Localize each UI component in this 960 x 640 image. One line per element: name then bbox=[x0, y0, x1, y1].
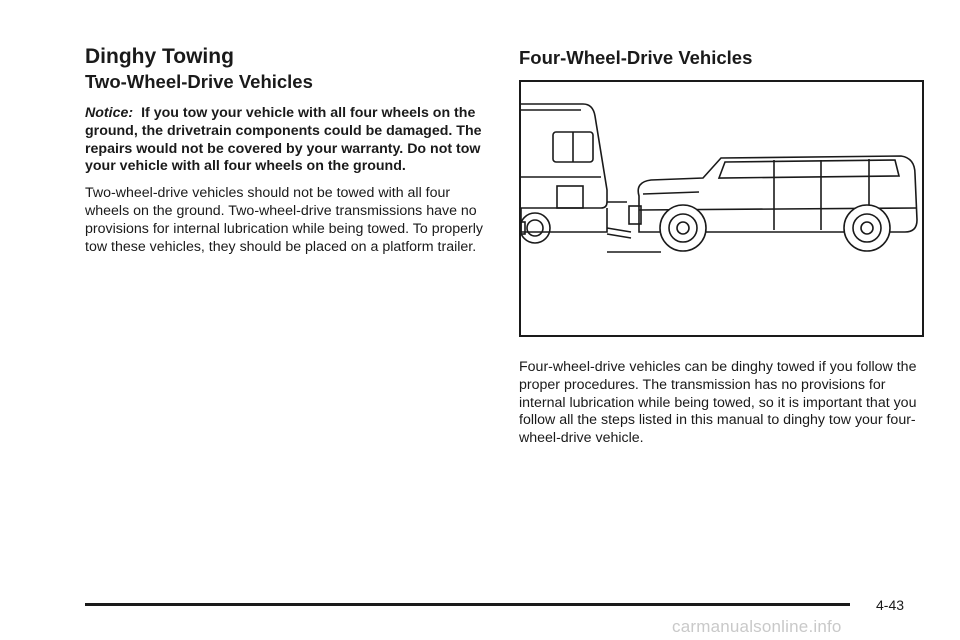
tow-bar bbox=[607, 228, 631, 238]
right-column-header bbox=[519, 44, 924, 70]
rv-trailer bbox=[521, 104, 627, 243]
section-title: Dinghy Towing bbox=[85, 45, 234, 68]
page-number: 4-43 bbox=[876, 597, 905, 613]
watermark: carmanualsonline.info bbox=[672, 617, 842, 636]
notice-label: Notice: bbox=[85, 105, 134, 121]
suv-vehicle bbox=[629, 156, 917, 251]
left-column bbox=[85, 44, 490, 256]
towing-illustration bbox=[519, 80, 924, 337]
notice-text: If you tow your vehicle with all four wheels on the ground, the drivetrain components could be damaged. The repairs would not be covered by your warranty. Do not tow your vehicle with all four wheels on the ground. bbox=[85, 105, 482, 175]
two-wheel-drive-body: Two-wheel-drive vehicles should not be towed with all four wheels on the ground. Two-wheel-drive transmissions have no provisions for internal lubrication while being towed. To properly tow these vehicles, they should be placed on a platform trailer. bbox=[85, 185, 483, 255]
footer-rule bbox=[85, 603, 850, 606]
notice-paragraph bbox=[85, 105, 490, 176]
four-wheel-drive-heading: Four-Wheel-Drive Vehicles bbox=[519, 47, 753, 68]
four-wheel-drive-body: Four-wheel-drive vehicles can be dinghy towed if you follow the proper procedures. The transmission has no provisions for internal lubrication while being towed, so it is important that you follow all the steps listed in this manual to dinghy tow your four-wheel-drive vehicle. bbox=[519, 359, 917, 447]
two-wheel-drive-heading: Two-Wheel-Drive Vehicles bbox=[85, 71, 313, 92]
